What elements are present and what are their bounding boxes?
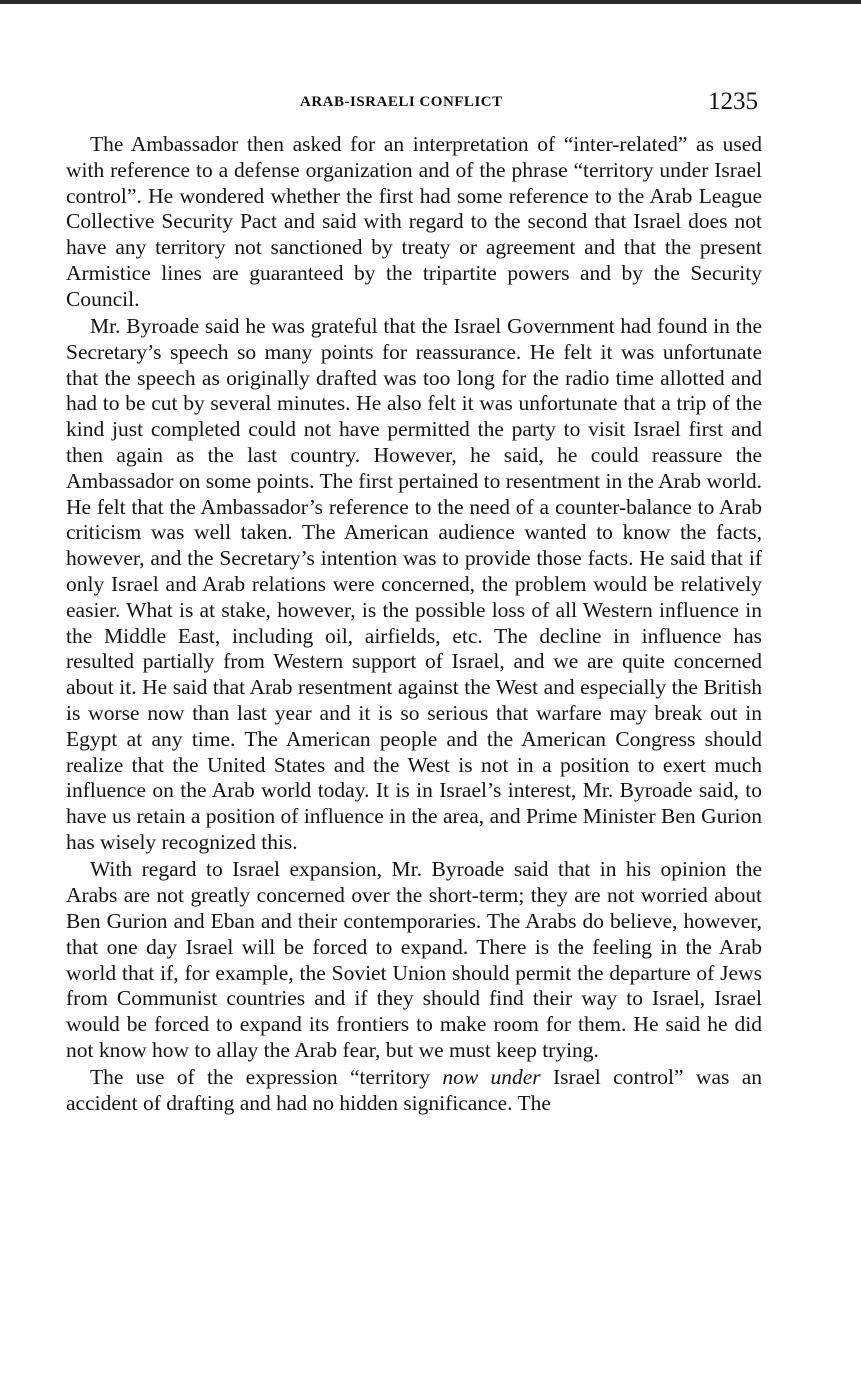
- paragraph-last: [66, 1065, 762, 1117]
- page-number: 1235: [708, 88, 758, 115]
- paragraph: Mr. Byroade said he was grateful that the Israel Government had found in the Secretary’s speech so many points for reassurance. He felt it was unfortunate that the speech as originally drafted was too long for the radio time allotted and had to be cut by several minutes. He also felt it was unfortunate that a trip of the kind just completed could not have permitted the party to visit Israel first and then again as the last country. However, he said, he could reassure the Ambassador on some points. The first pertained to resentment in the Arab world. He felt that the Ambassador’s reference to the need of a counter-balance to Arab criticism was well taken. The American audience wanted to know the facts, however, and the Secretary’s intention was to provide those facts. He said that if only Israel and Arab relations were concerned, the problem would be relatively easier. What is at stake, however, is the possible loss of all Western influence in the Middle East, including oil, airfields, etc. The decline in influence has resulted partially from Western support of Israel, and we are quite concerned about it. He said that Arab resentment against the West and especially the British is worse now than last year and it is so serious that warfare may break out in Egypt at any time. The American people and the American Congress should realize that the United States and the West is not in a position to exert much influence on the Arab world today. It is in Israel’s interest, Mr. Byroade said, to have us retain a position of influence in the area, and Prime Minister Ben Gurion has wisely recognized this.: [66, 314, 762, 855]
- paragraph: With regard to Israel expansion, Mr. Byroade said that in his opinion the Arabs are not greatly concerned over the short-term; they are not worried about Ben Gurion and Eban and their contemporaries. The Arabs do believe, however, that one day Israel will be forced to expand. There is the feeling in the Arab world that if, for example, the Soviet Union should permit the departure of Jews from Communist countries and if they should find their way to Israel, Israel would be forced to expand its frontiers to make room for them. He said he did not know how to allay the Arab fear, but we must keep trying.: [66, 857, 762, 1062]
- paragraph-text: Israel control” was an accident of drafting and had no hidden significance. The: [66, 1065, 762, 1115]
- running-title: ARAB-ISRAELI CONFLICT: [300, 94, 503, 110]
- body-text: [66, 132, 762, 1118]
- paragraph: The Ambassador then asked for an interpretation of “inter-related” as used with reference to a defense organization and of the phrase “territory under Israel control”. He wondered whether the first had some reference to the Arab League Collective Security Pact and said with regard to the second that Israel does not have any territory not sanctioned by treaty or agreement and that the present Armistice lines are guaranteed by the tripartite powers and by the Security Council.: [66, 132, 762, 311]
- running-header: [0, 88, 861, 118]
- paragraph-text: The use of the expression “territory: [90, 1065, 443, 1090]
- italic-phrase: now under: [442, 1065, 541, 1090]
- page-top-edge: [0, 0, 861, 4]
